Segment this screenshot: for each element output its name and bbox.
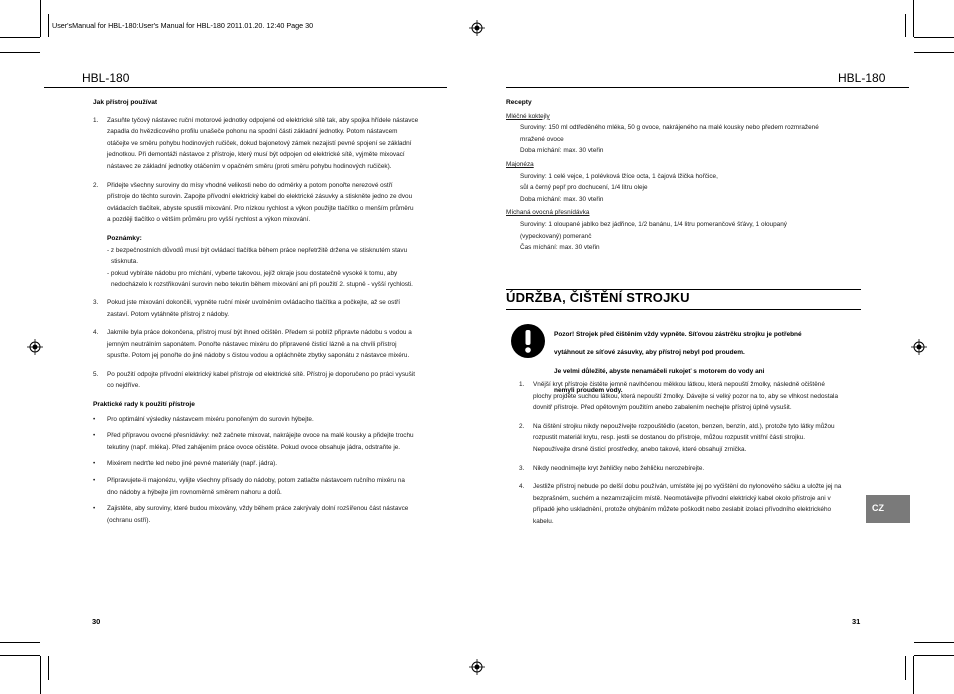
item-line: plochy projděte suchou látkou, která nepouští žmolky. Dávejte si velký pozor na to, aby se vlhkost nedostala <box>533 392 839 400</box>
numbered-item <box>519 379 867 414</box>
tip-line: Mixérem nedrťte led nebo jiné pevné materiály (např. jádra). <box>107 460 278 468</box>
note-line: stisknuta. <box>111 258 138 266</box>
bullet-icon: • <box>93 432 96 440</box>
item-number: 5. <box>93 370 99 378</box>
recipe-line: (vypeckovaný) pomeranč <box>520 232 592 240</box>
numbered-item <box>93 369 453 392</box>
item-number: 1. <box>93 116 99 124</box>
recipe-line: Suroviny: 1 celé vejce, 1 polévková lžíce octa, 1 čajová lžička hořčice, <box>520 172 718 180</box>
section-title-usage: Jak přístroj používat <box>93 99 158 106</box>
crop-mark <box>905 656 906 680</box>
numbered-item <box>93 297 453 320</box>
tip-line: Zajistěte, aby suroviny, které budou mixovány, vždy během práce zakrývaly dolní rozšířenou část nástavce <box>107 505 409 513</box>
warning-line: Pozor! Strojek před čištěním vždy vypněte. Síťovou zástrčku strojku je potřebné <box>554 330 802 338</box>
right-column <box>506 97 866 256</box>
item-line: Pokud jste mixování dokončili, vypněte ruční mixér uvolněním ovládacího tlačítka a počkejte, až se ostří <box>107 298 401 306</box>
crop-mark <box>914 655 954 656</box>
item-line: kabelu. <box>533 517 554 525</box>
item-line: ovládacích tlačítek, abyste spustili mixování. Pro nízkou rychlost a výkon použijte tlačítko o menším průměru <box>107 204 414 212</box>
item-line: a později tlačítko o větším průměru pro vyšší rychlost a výkon mixování. <box>107 216 311 224</box>
item-line: Po použití odpojte přívodní elektrický kabel přístroje od elektrické sítě. Přístroj je doporučeno po práci vysušit <box>107 370 415 378</box>
crop-mark <box>40 656 41 694</box>
model-label-right: HBL-180 <box>838 71 886 85</box>
item-number: 3. <box>93 298 99 306</box>
header-rule-left <box>44 87 447 88</box>
recipe-name: Míchaná ovocná přesnídávka <box>506 209 590 217</box>
tip-line: Před přípravou ovocné přesnídávky: než začnete mixovat, nakrájejte ovoce na malé kousky a přidejte trochu <box>107 432 414 440</box>
numbered-item <box>93 115 453 173</box>
warning-line: nemyli proudem vody. <box>554 387 623 395</box>
crop-mark <box>0 655 40 656</box>
bullet-icon: • <box>93 460 96 468</box>
crop-mark <box>914 642 954 643</box>
item-line: nástavec ze základní jednotky otáčením v opačném směru (proti směru pohybu hodinových ručiček). <box>107 162 392 170</box>
item-line: rozpustit materiál krytu, resp. jestli se dostanou do přístroje, můžou rozpustit vnitřní části strojku. <box>533 434 806 442</box>
recipe-line: Suroviny: 1 oloupané jablko bez jádřince, 1/2 banánu, 1/4 litru pomerančové šťávy, 1 oloupaný <box>520 220 787 228</box>
page-number-left: 30 <box>92 617 101 626</box>
recipe <box>506 207 866 253</box>
crop-mark <box>913 656 914 694</box>
numbered-item <box>519 481 867 527</box>
language-tab <box>866 495 910 523</box>
numbered-item <box>519 421 867 456</box>
section-title-recipes: Recepty <box>506 99 532 106</box>
recipe-line: Doba míchání: max. 30 vteřin <box>520 195 604 203</box>
item-line: Nepoužívejte drsné čisticí prostředky, anebo takové, které obsahují zrnička. <box>533 445 747 453</box>
item-number: 3. <box>519 464 525 472</box>
title-rule-bottom <box>506 309 861 310</box>
tip-line: (ochranu ostří). <box>107 516 151 524</box>
registration-mark-icon <box>27 339 43 355</box>
crop-mark <box>0 52 40 53</box>
print-header-note: User'sManual for HBL-180:User's Manual for HBL-180 2011.01.20. 12:40 Page 30 <box>52 21 314 30</box>
item-line: dovnitř přístroje. Před opětovným použitím anebo zabalením nechejte přístroj úplně vysušit. <box>533 404 792 412</box>
registration-mark-icon <box>911 339 927 355</box>
item-line: Nikdy neodnímejte kryt žehličky nebo žehličku nerozebírejte. <box>533 464 705 472</box>
section-title-tips: Praktické rady k použití přístroje <box>93 401 195 409</box>
tip-line: Pro optimální výsledky nástavcem mixéru ponořeným do surovin hýbejte. <box>107 415 314 423</box>
numbered-item <box>519 463 867 475</box>
recipe <box>506 159 866 205</box>
header-rule-right <box>506 87 909 88</box>
crop-mark <box>914 52 954 53</box>
note-line: nedocházelo k rozstřikování surovin nebo tekutin během mixování ani při použití 2. stupně - vyšší rychlosti. <box>111 281 413 289</box>
numbered-item <box>93 180 453 226</box>
item-number: 2. <box>519 422 525 430</box>
item-line: Přidejte všechny suroviny do mísy vhodné velikosti nebo do odměrky a potom ponořte nerezové ostří <box>107 181 393 189</box>
model-label-left: HBL-180 <box>82 71 130 85</box>
recipe <box>506 111 866 157</box>
note-item <box>107 268 453 291</box>
warning-line: vytáhnout ze síťové zásuvky, aby přístroj nebyl pod proudem. <box>554 349 745 357</box>
item-line: Na čištění strojku nikdy nepoužívejte rozpouštědlo (aceton, benzen, benzín, atd.), protože tyto látky můžou <box>533 422 835 430</box>
recipe-line: Suroviny: 150 ml odtředěného mléka, 50 g ovoce, nakrájeného na malé kousky nebo předem rozmražené <box>520 124 819 132</box>
crop-mark <box>0 642 40 643</box>
note-item <box>107 245 453 268</box>
notes-title: Poznámky: <box>107 234 142 242</box>
recipe-line: Doba míchání: max. 30 vteřin <box>520 147 604 155</box>
note-line: - z bezpečnostních důvodů musí být ovládací tlačítka během práce nepřetržitě držena ve stisknutém stavu <box>107 246 408 254</box>
numbered-item <box>93 327 453 362</box>
item-line: Vnější kryt přístroje čistěte jemně navlhčenou měkkou látkou, která nepouští žmolky, následně očištěné <box>533 381 825 388</box>
maintenance-title: ÚDRŽBA, ČIŠTĚNÍ STROJKU <box>506 290 690 305</box>
crop-mark <box>914 37 954 38</box>
warning-exclamation-icon <box>511 324 545 358</box>
registration-mark-icon <box>469 659 485 675</box>
recipe-name: Mléčné koktejly <box>506 112 550 120</box>
item-line: co nejdříve. <box>107 382 141 390</box>
recipe-line: sůl a černý pepř pro dochucení, 1/4 litru oleje <box>520 184 648 192</box>
tip-item <box>93 458 453 470</box>
bullet-icon: • <box>93 477 96 485</box>
crop-mark <box>48 656 49 680</box>
item-number: 1. <box>519 381 525 388</box>
item-line: otáčejte ve směru pohybu hodinových ručiček, dokud bajonetový zámek nezajistí pevné spojení se základní <box>107 139 412 147</box>
bullet-icon: • <box>93 505 96 513</box>
registration-mark-icon <box>469 20 485 36</box>
recipe-line: Čas míchání: max. 30 vteřin <box>520 244 600 252</box>
item-line: jednotkou. Při demontáži nástavce z přístroje, který musí být odpojen od elektrické sítě, vyjměte mixovací <box>107 151 405 159</box>
crop-mark <box>48 14 49 37</box>
page-number-right: 31 <box>852 617 861 626</box>
crop-mark <box>913 0 914 37</box>
item-line: zastaví. Potom vytáhněte přístroj z nádoby. <box>107 310 230 318</box>
tip-item <box>93 414 453 426</box>
item-line: Zasuňte tyčový nástavec ruční motorové jednotky odpojené od elektrické sítě tak, aby spojka hřídele nástavce <box>107 116 419 124</box>
crop-mark <box>905 14 906 37</box>
crop-mark <box>0 37 40 38</box>
tip-item <box>93 503 453 526</box>
maintenance-list <box>519 379 867 535</box>
item-number: 4. <box>519 483 525 491</box>
tip-item <box>93 475 453 498</box>
left-column <box>93 97 453 531</box>
tip-line: tekutiny (např. mléka). Před zahájením práce ovoce očistěte. Pokud ovoce obsahuje jádra, odstraňte je. <box>107 443 401 451</box>
item-number: 4. <box>93 329 99 337</box>
item-line: Jestliže přístroj nebude po delší dobu používán, umístěte jej po vyčištění do nylonového sáčku a uložte jej na <box>533 483 842 491</box>
tip-line: dno nádoby a hýbejte jím rovnoměrně směrem nahoru a dolů. <box>107 488 282 496</box>
item-line: případě jeho uskladnění, protože ohýbáním můžete poškodit nebo zeslabit izolaci přívodního elektrického <box>533 506 832 514</box>
crop-mark <box>40 0 41 37</box>
language-tab-label: CZ <box>872 503 884 513</box>
item-line: bezprašném, suchém a nezamrzajícím místě. Neomotávejte přívodní elektrický kabel okolo přístroje ani v <box>533 494 831 502</box>
item-line: spusťte. Potom jej ponořte do jiné nádoby s čistou vodou a opláchněte zbytky saponátu z nástavce mixéru. <box>107 352 410 360</box>
warning-line: Je velmi důležité, abyste nenamáčeli rukojeť s motorem do vody ani <box>554 368 765 376</box>
tip-line: Připravujete-li majonézu, vylijte všechny přísady do nádoby, potom zatlačte nástavcem ručního mixéru na <box>107 477 405 485</box>
tip-item <box>93 430 453 453</box>
bullet-icon: • <box>93 415 96 423</box>
recipe-line: mražené ovoce <box>520 135 564 143</box>
item-line: přístroje do těchto surovin. Zapojte přívodní elektrický kabel do elektrické zásuvky a stiskněte jedno ze dvou <box>107 193 413 201</box>
item-line: Jakmile byla práce dokončena, přístroj musí být ihned očištěn. Předem si poblíž připravte nádobu s vodou a <box>107 329 412 337</box>
note-line: - pokud vybíráte nádobu pro míchání, vyberte takovou, jejíž okraje jsou dostatečně vysoké k tomu, aby <box>107 269 398 277</box>
recipe-name: Majonéza <box>506 160 534 168</box>
item-line: zapadla do hvězdicového profilu unašeče pohonu na spodní části základní jednotky. Potom nástavcem <box>107 128 398 136</box>
item-line: jemným neutrálním saponátem. Ponořte nástavec mixéru do připravené čisticí lázně a na chvíli přístroj <box>107 340 397 348</box>
item-number: 2. <box>93 181 99 189</box>
